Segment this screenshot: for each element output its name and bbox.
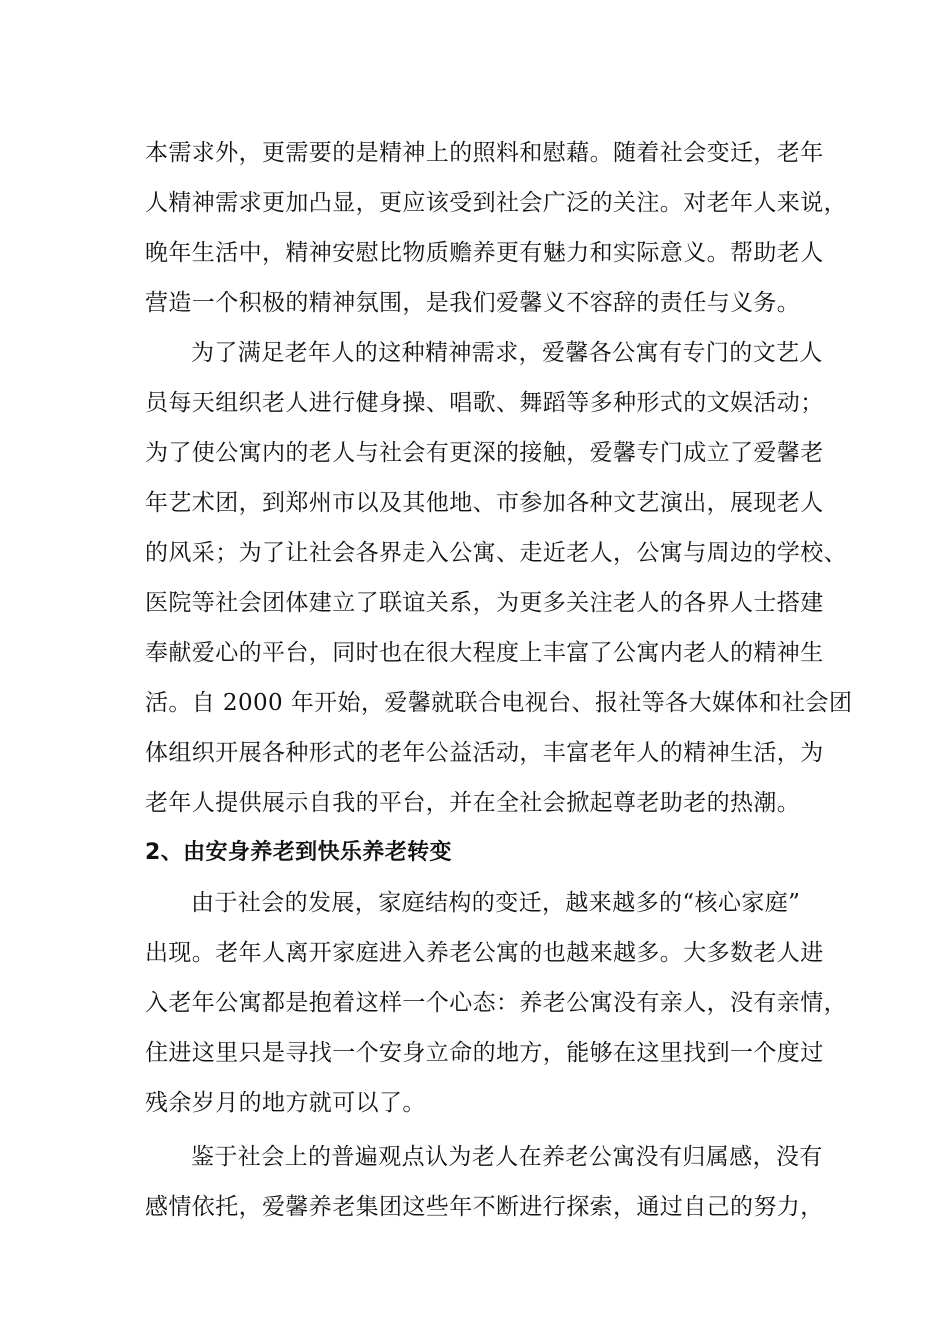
text-line: 奉献爱心的平台，同时也在很大程度上丰富了公寓内老人的精神生: [145, 640, 824, 666]
text-line: 鉴于社会上的普遍观点认为老人在养老公寓没有归属感，没有: [191, 1144, 823, 1170]
text-line: 残余岁月的地方就可以了。: [145, 1090, 426, 1116]
text-line: 年艺术团，到郑州市以及其他地、市参加各种文艺演出，展现老人: [145, 490, 824, 516]
text-line: 活。自 2000 年开始，爱馨就联合电视台、报社等各大媒体和社会团: [145, 690, 853, 716]
text-line: 为了使公寓内的老人与社会有更深的接触，爱馨专门成立了爱馨老: [145, 440, 824, 466]
text-line: 老年人提供展示自我的平台，并在全社会掀起尊老助老的热潮。: [145, 790, 801, 816]
text-line: 本需求外，更需要的是精神上的照料和慰藉。随着社会变迁，老年: [145, 140, 824, 166]
text-line: 人精神需求更加凸显，更应该受到社会广泛的关注。对老年人来说，: [145, 190, 847, 216]
text-line: 由于社会的发展，家庭结构的变迁，越来越多的“核心家庭”: [191, 890, 801, 916]
paragraph-3: [145, 878, 847, 1128]
text-line: 营造一个积极的精神氛围，是我们爱馨义不容辞的责任与义务。: [145, 290, 801, 316]
text-line: 体组织开展各种形式的老年公益活动，丰富老年人的精神生活，为: [145, 740, 824, 766]
paragraph-2: [145, 328, 853, 828]
text-line: 的风采；为了让社会各界走入公寓、走近老人，公寓与周边的学校、: [145, 540, 847, 566]
text-line: 住进这里只是寻找一个安身立命的地方，能够在这里找到一个度过: [145, 1040, 824, 1066]
section-heading: 2、由安身养老到快乐养老转变: [145, 840, 452, 865]
text-line: 出现。老年人离开家庭进入养老公寓的也越来越多。大多数老人进: [145, 940, 824, 966]
text-line: 入老年公寓都是抱着这样一个心态：养老公寓没有亲人，没有亲情，: [145, 990, 847, 1016]
text-line: 员每天组织老人进行健身操、唱歌、舞蹈等多种形式的文娱活动；: [145, 390, 824, 416]
text-line: 感情依托，爱馨养老集团这些年不断进行探索，通过自己的努力，: [145, 1194, 824, 1220]
paragraph-1: [145, 128, 847, 328]
text-line: 为了满足老年人的这种精神需求，爱馨各公寓有专门的文艺人: [191, 340, 823, 366]
document-body: [145, 128, 853, 1232]
text-line: 医院等社会团体建立了联谊关系，为更多关注老人的各界人士搭建: [145, 590, 824, 616]
paragraph-4: [145, 1132, 824, 1232]
text-line: 晚年生活中，精神安慰比物质赡养更有魅力和实际意义。帮助老人: [145, 240, 824, 266]
